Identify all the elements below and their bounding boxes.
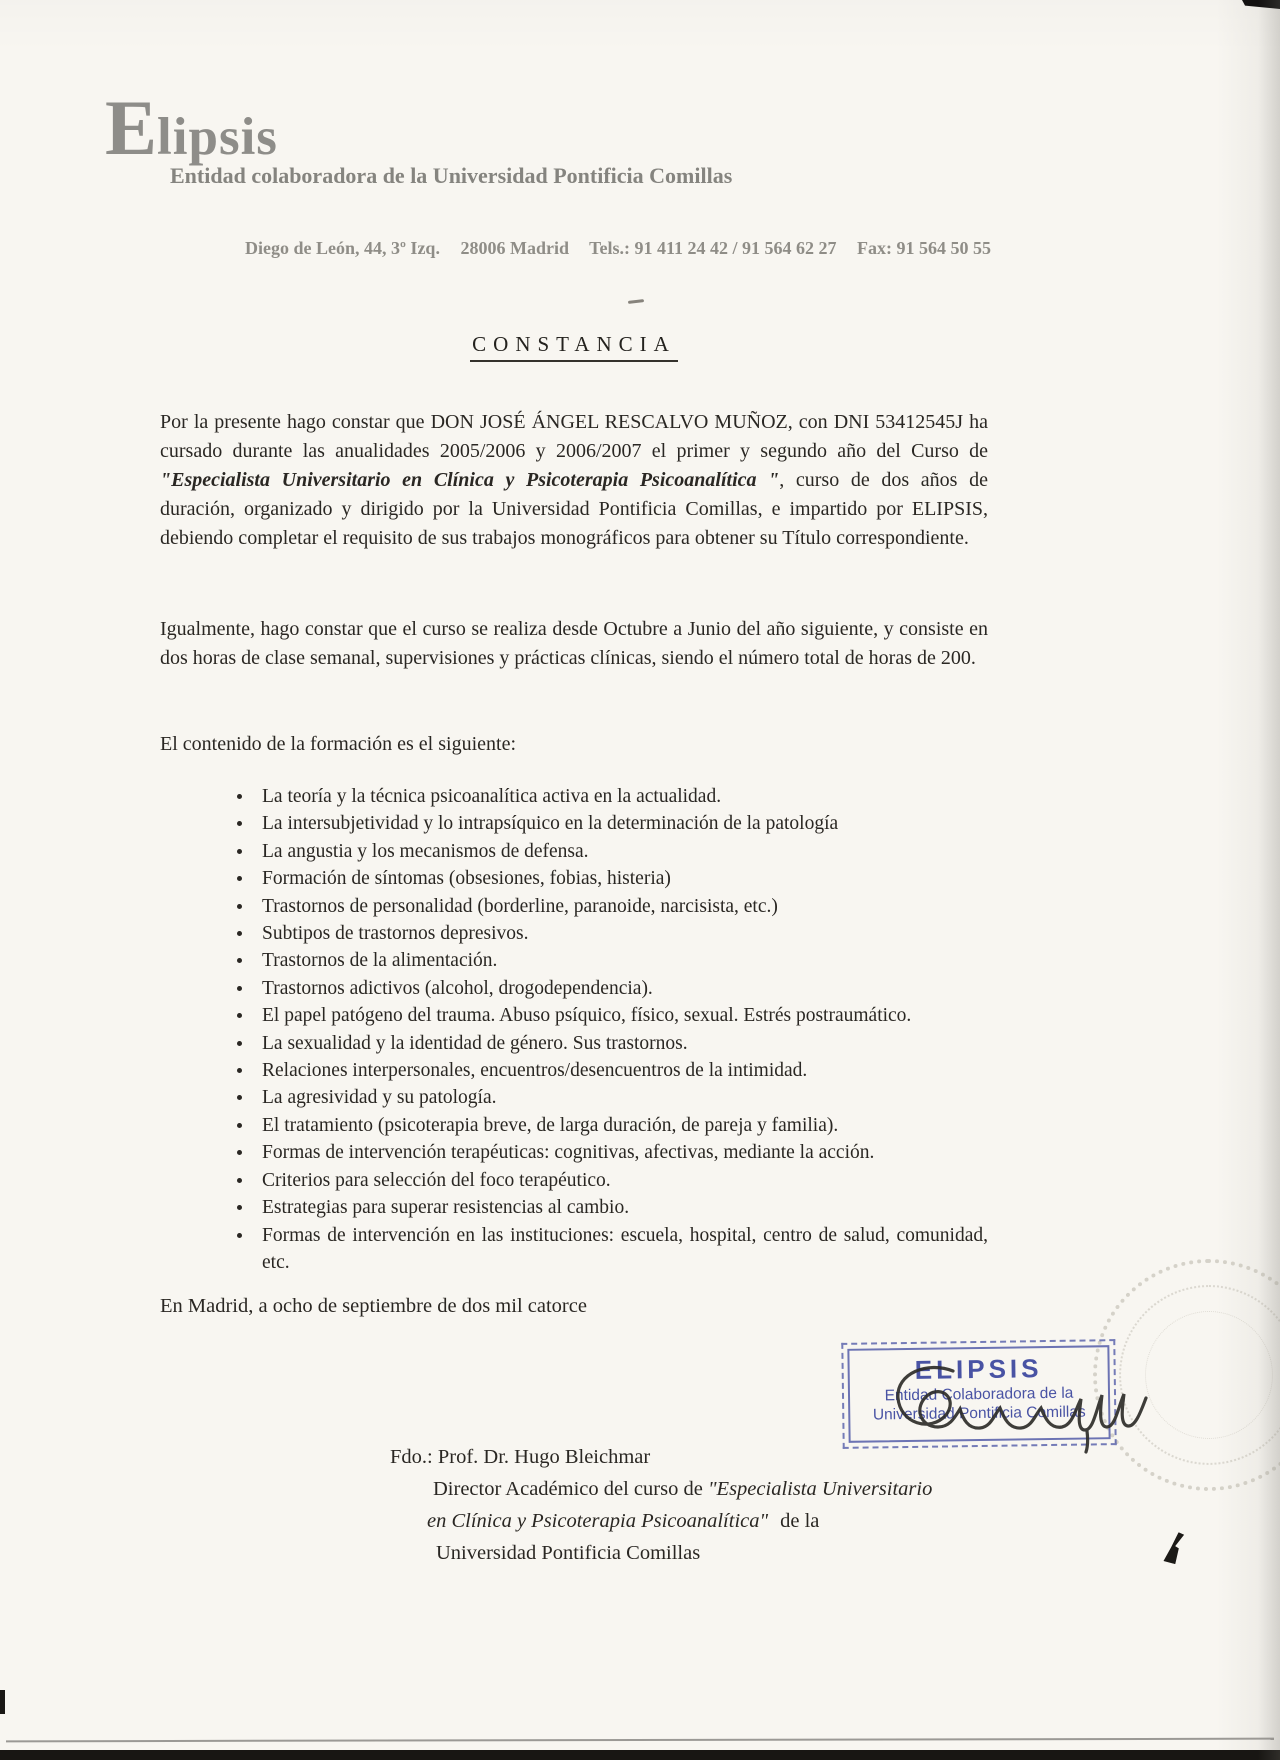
- bullet-icon: [237, 794, 242, 799]
- list-item: [160, 1167, 988, 1194]
- paragraph-course-details: Igualmente, hago constar que el curso se realiza desde Octubre a Junio del año siguiente, y consiste en dos horas de clase semanal, supervisiones y prácticas clínicas, siendo el número total de horas de 200.: [160, 618, 988, 669]
- paragraph-certification: [160, 408, 988, 553]
- topic-text: Formación de síntomas (obsesiones, fobias, histeria): [262, 868, 671, 890]
- contents-intro: El contenido de la formación es el siguiente:: [160, 733, 516, 755]
- topic-text: La sexualidad y la identidad de género. Sus trastornos.: [262, 1032, 688, 1054]
- bullet-icon: [237, 1150, 242, 1155]
- bullet-icon: [237, 1178, 242, 1183]
- list-item: [160, 865, 988, 892]
- bullet-icon: [237, 876, 242, 881]
- stamp-title: ELIPSIS: [914, 1353, 1043, 1385]
- topic-text: Criterios para selección del foco terapéutico.: [262, 1169, 611, 1191]
- scan-artifact-line: [6, 1738, 1274, 1743]
- topic-text: La teoría y la técnica psicoanalítica activa en la actualidad.: [262, 786, 722, 807]
- topic-text: La intersubjetividad y lo intrapsíquico en la determinación de la patología: [262, 813, 839, 835]
- list-item: [160, 975, 988, 1002]
- scan-shadow: [1258, 0, 1280, 1760]
- postal-city: 28006 Madrid: [460, 238, 569, 258]
- topic-text: Trastornos de personalidad (borderline, paranoide, narcisista, etc.): [262, 895, 778, 917]
- bullet-icon: [237, 958, 242, 963]
- role-text: Director Académico del curso de: [433, 1478, 708, 1500]
- logo-rest: lipsis: [157, 108, 278, 166]
- role-course-italic: "Especialista Universitario: [707, 1478, 933, 1500]
- bullet-icon: [237, 931, 242, 936]
- topic-text: Formas de intervención terapéuticas: cognitivas, afectivas, mediante la acción.: [262, 1142, 875, 1164]
- list-item: [160, 1139, 988, 1166]
- phone-numbers: Tels.: 91 411 24 42 / 91 564 62 27: [589, 238, 837, 258]
- company-logo: [105, 83, 278, 173]
- topic-text: Subtipos de trastornos depresivos.: [262, 923, 529, 945]
- list-item: [160, 1084, 988, 1111]
- bullet-icon: [237, 904, 242, 909]
- list-item: [160, 920, 988, 947]
- list-item: [160, 1222, 988, 1277]
- topic-text: La agresividad y su patología.: [262, 1087, 497, 1109]
- bullet-icon: [237, 1233, 242, 1238]
- paragraph-text: Por la presente hago constar que DON JOSÉ ÁNGEL RESCALVO MUÑOZ, con DNI 53412545J ha cursado durante las anualidades 2005/2006 y 2006/2007 el primer y segundo año del Curso de: [160, 411, 988, 462]
- bullet-icon: [237, 1205, 242, 1210]
- bullet-icon: [237, 1123, 242, 1128]
- list-item: [160, 1002, 988, 1029]
- bullet-icon: [237, 849, 242, 854]
- topic-text: Trastornos de la alimentación.: [262, 950, 498, 972]
- bullet-icon: [237, 1095, 242, 1100]
- stamp-subtitle: Entidad Colaboradora de la: [884, 1384, 1074, 1405]
- letterhead-address: [245, 238, 991, 259]
- scan-artifact-bottom-bar: [0, 1750, 1280, 1760]
- paragraph-text: , curso de dos años de duración, organizado y dirigido por la Universidad Pontificia Comillas, e impartido por ELIPSIS, debiendo completar el requisito de sus trabajos monográficos para obtener su Título correspondiente.: [160, 469, 988, 549]
- list-item: [160, 783, 988, 810]
- document-title-row: [160, 322, 988, 362]
- topic-text: Trastornos adictivos (alcohol, drogodependencia).: [262, 977, 653, 999]
- bullet-icon: [237, 986, 242, 991]
- stamp-subtitle: Universidad Pontificia Comillas: [872, 1403, 1086, 1424]
- topics-list: [160, 783, 988, 1276]
- bullet-icon: [237, 821, 242, 826]
- bullet-icon: [237, 1041, 242, 1046]
- signer-name: Fdo.: Prof. Dr. Hugo Bleichmar: [390, 1446, 651, 1468]
- list-item: [160, 947, 988, 974]
- logo-initial: E: [105, 84, 158, 171]
- list-item: [160, 1030, 988, 1057]
- topic-text: El papel patógeno del trauma. Abuso psíquico, físico, sexual. Estrés postraumático.: [262, 1005, 912, 1027]
- letterhead-tagline: Entidad colaboradora de la Universidad Pontificia Comillas: [170, 163, 733, 188]
- date-line: En Madrid, a ocho de septiembre de dos mil catorce: [160, 1295, 587, 1317]
- ink-mark: [1161, 1531, 1188, 1565]
- bullet-icon: [237, 1068, 242, 1073]
- institution-name: Universidad Pontificia Comillas: [436, 1542, 701, 1564]
- list-item: [160, 893, 988, 920]
- signature-block: [390, 1441, 932, 1569]
- topic-text: El tratamiento (psicoterapia breve, de larga duración, de pareja y familia).: [262, 1114, 839, 1136]
- signer-role: [433, 1473, 932, 1505]
- scan-artifact-dash: [628, 299, 644, 304]
- course-name-italic: "Especialista Universitario en Clínica y Psicoterapia Psicoanalítica ": [160, 469, 780, 491]
- list-item: [160, 1057, 988, 1084]
- list-item: [160, 1194, 988, 1221]
- fax-number: Fax: 91 564 50 55: [857, 238, 992, 258]
- bullet-icon: [237, 1013, 242, 1018]
- scan-artifact-edge: [0, 1690, 5, 1714]
- list-item: [160, 810, 988, 837]
- signer-role-continued: [427, 1505, 932, 1537]
- list-item: [160, 838, 988, 865]
- street-address: Diego de León, 44, 3º Izq.: [245, 238, 440, 258]
- topic-text: Estrategias para superar resistencias al cambio.: [262, 1197, 630, 1219]
- topic-text: La angustia y los mecanismos de defensa.: [262, 840, 589, 862]
- role-course-italic: en Clínica y Psicoterapia Psicoanalítica": [427, 1510, 769, 1532]
- list-item: [160, 1112, 988, 1139]
- document-title: CONSTANCIA: [470, 332, 678, 362]
- topic-text: Relaciones interpersonales, encuentros/desencuentros de la intimidad.: [262, 1060, 808, 1082]
- role-text: de la: [780, 1510, 820, 1532]
- topic-text: Formas de intervención en las instituciones: escuela, hospital, centro de salud, comunidad, etc.: [262, 1224, 988, 1273]
